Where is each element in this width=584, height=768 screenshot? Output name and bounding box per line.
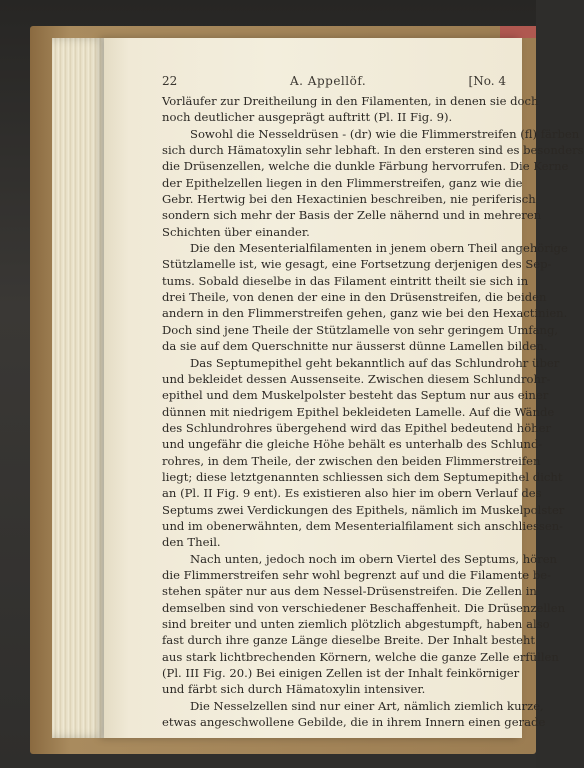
text-line: rohres, in dem Theile, der zwischen den beiden Flimmerstreifen xyxy=(162,453,541,468)
text-line: sondern sich mehr der Basis der Zelle nähernd und in mehreren xyxy=(162,208,542,223)
text-line: stehen später nur aus dem Nessel-Drüsenstreifen. Die Zellen in xyxy=(162,584,537,599)
text-line: Das Septumepithel geht bekanntlich auf das Schlundrohr über xyxy=(190,355,560,370)
text-line: drei Theile, von denen der eine in den Drüsenstreifen, die beiden xyxy=(162,290,547,305)
running-head: A. Appellöf. xyxy=(290,74,367,88)
text-line: Die den Mesenterialfilamenten in jenem obern Theil angehörige xyxy=(190,241,568,256)
text-line: die Flimmerstreifen sehr wohl begrenzt auf und die Filamente be- xyxy=(162,567,552,582)
text-line: da sie auf dem Querschnitte nur äusserst dünne Lamellen bilden. xyxy=(162,339,548,354)
bookmark-tab xyxy=(500,26,536,38)
text-line: Nach unten, jedoch noch im obern Viertel des Septums, hören xyxy=(190,551,558,566)
text-line: des Schlundrohres übergehend wird das Epithel bedeutend höher xyxy=(162,420,552,435)
issue-number: [No. 4 xyxy=(468,74,506,88)
text-line: und bekleidet dessen Aussenseite. Zwischen diesem Schlundrohr- xyxy=(162,371,551,386)
text-line: den Theil. xyxy=(162,535,221,550)
text-line: Stützlamelle ist, wie gesagt, eine Fortsetzung derjenigen des Sep- xyxy=(162,257,552,272)
text-line: Septums zwei Verdickungen des Epithels, nämlich im Muskelpolster xyxy=(162,502,565,517)
text-line: Vorläufer zur Dreitheilung in den Filamenten, in denen sie doch xyxy=(162,94,539,108)
text-line: Doch sind jene Theile der Stützlamelle von sehr geringem Umfang, xyxy=(162,322,559,337)
text-line: sind breiter und unten ziemlich plötzlich abgestumpft, haben also xyxy=(162,617,550,631)
text-line: andern in den Flimmerstreifen gehen, ganz wie bei den Hexactinien. xyxy=(162,306,568,321)
text-line: fast durch ihre ganze Länge dieselbe Breite. Der Inhalt besteht xyxy=(162,633,536,648)
text-line: aus stark lichtbrechenden Körnern, welche die ganze Zelle erfüllen xyxy=(162,649,559,664)
text-line: Die Nesselzellen sind nur einer Art, nämlich ziemlich kurze, xyxy=(190,698,544,713)
text-line: an (Pl. II Fig. 9 ent). Es existieren also hier im obern Verlauf des xyxy=(162,486,542,501)
text-line: der Epithelzellen liegen in den Flimmerstreifen, ganz wie die xyxy=(162,175,523,190)
text-line: Gebr. Hertwig bei den Hexactinien beschreiben, nie periferisch xyxy=(162,192,536,207)
text-line: liegt; diese letztgenannten schliessen sich dem Septumepithel dicht xyxy=(162,469,563,484)
text-line: tums. Sobald dieselbe in das Filament eintritt theilt sie sich in xyxy=(162,273,529,288)
body-text xyxy=(162,93,584,730)
text-line: und im obenerwähnten, dem Mesenterialfilament sich anschliessen- xyxy=(162,518,564,533)
text-line: demselben sind von verschiedener Beschaffenheit. Die Drüsenzellen xyxy=(162,600,566,615)
text-line: noch deutlicher ausgeprägt auftritt (Pl. II Fig. 9). xyxy=(162,110,453,125)
text-line: dünnen mit niedrigem Epithel bekleideten Lamelle. Auf die Wände xyxy=(162,404,555,419)
text-line: epithel und dem Muskelpolster besteht das Septum nur aus einer xyxy=(162,388,549,403)
text-line: die Drüsenzellen, welche die dunkle Färbung hervorrufen. Die Kerne xyxy=(162,159,569,174)
page-number: 22 xyxy=(162,74,178,88)
text-line: Sowohl die Nesseldrüsen - (dr) wie die Flimmerstreifen (fl) färben xyxy=(190,126,580,141)
text-line: und färbt sich durch Hämatoxylin intensiver. xyxy=(162,682,426,697)
text-line: etwas angeschwollene Gebilde, die in ihrem Innern einen gerade xyxy=(162,715,546,730)
text-line: sich durch Hämatoxylin sehr lebhaft. In den ersteren sind es besonders xyxy=(162,143,584,158)
text-line: (Pl. III Fig. 20.) Bei einigen Zellen ist der Inhalt feinkörniger xyxy=(162,666,520,681)
text-line: Schichten über einander. xyxy=(162,224,310,239)
text-line: und ungefähr die gleiche Höhe behält es unterhalb des Schlund- xyxy=(162,437,543,452)
page-header xyxy=(162,74,508,90)
